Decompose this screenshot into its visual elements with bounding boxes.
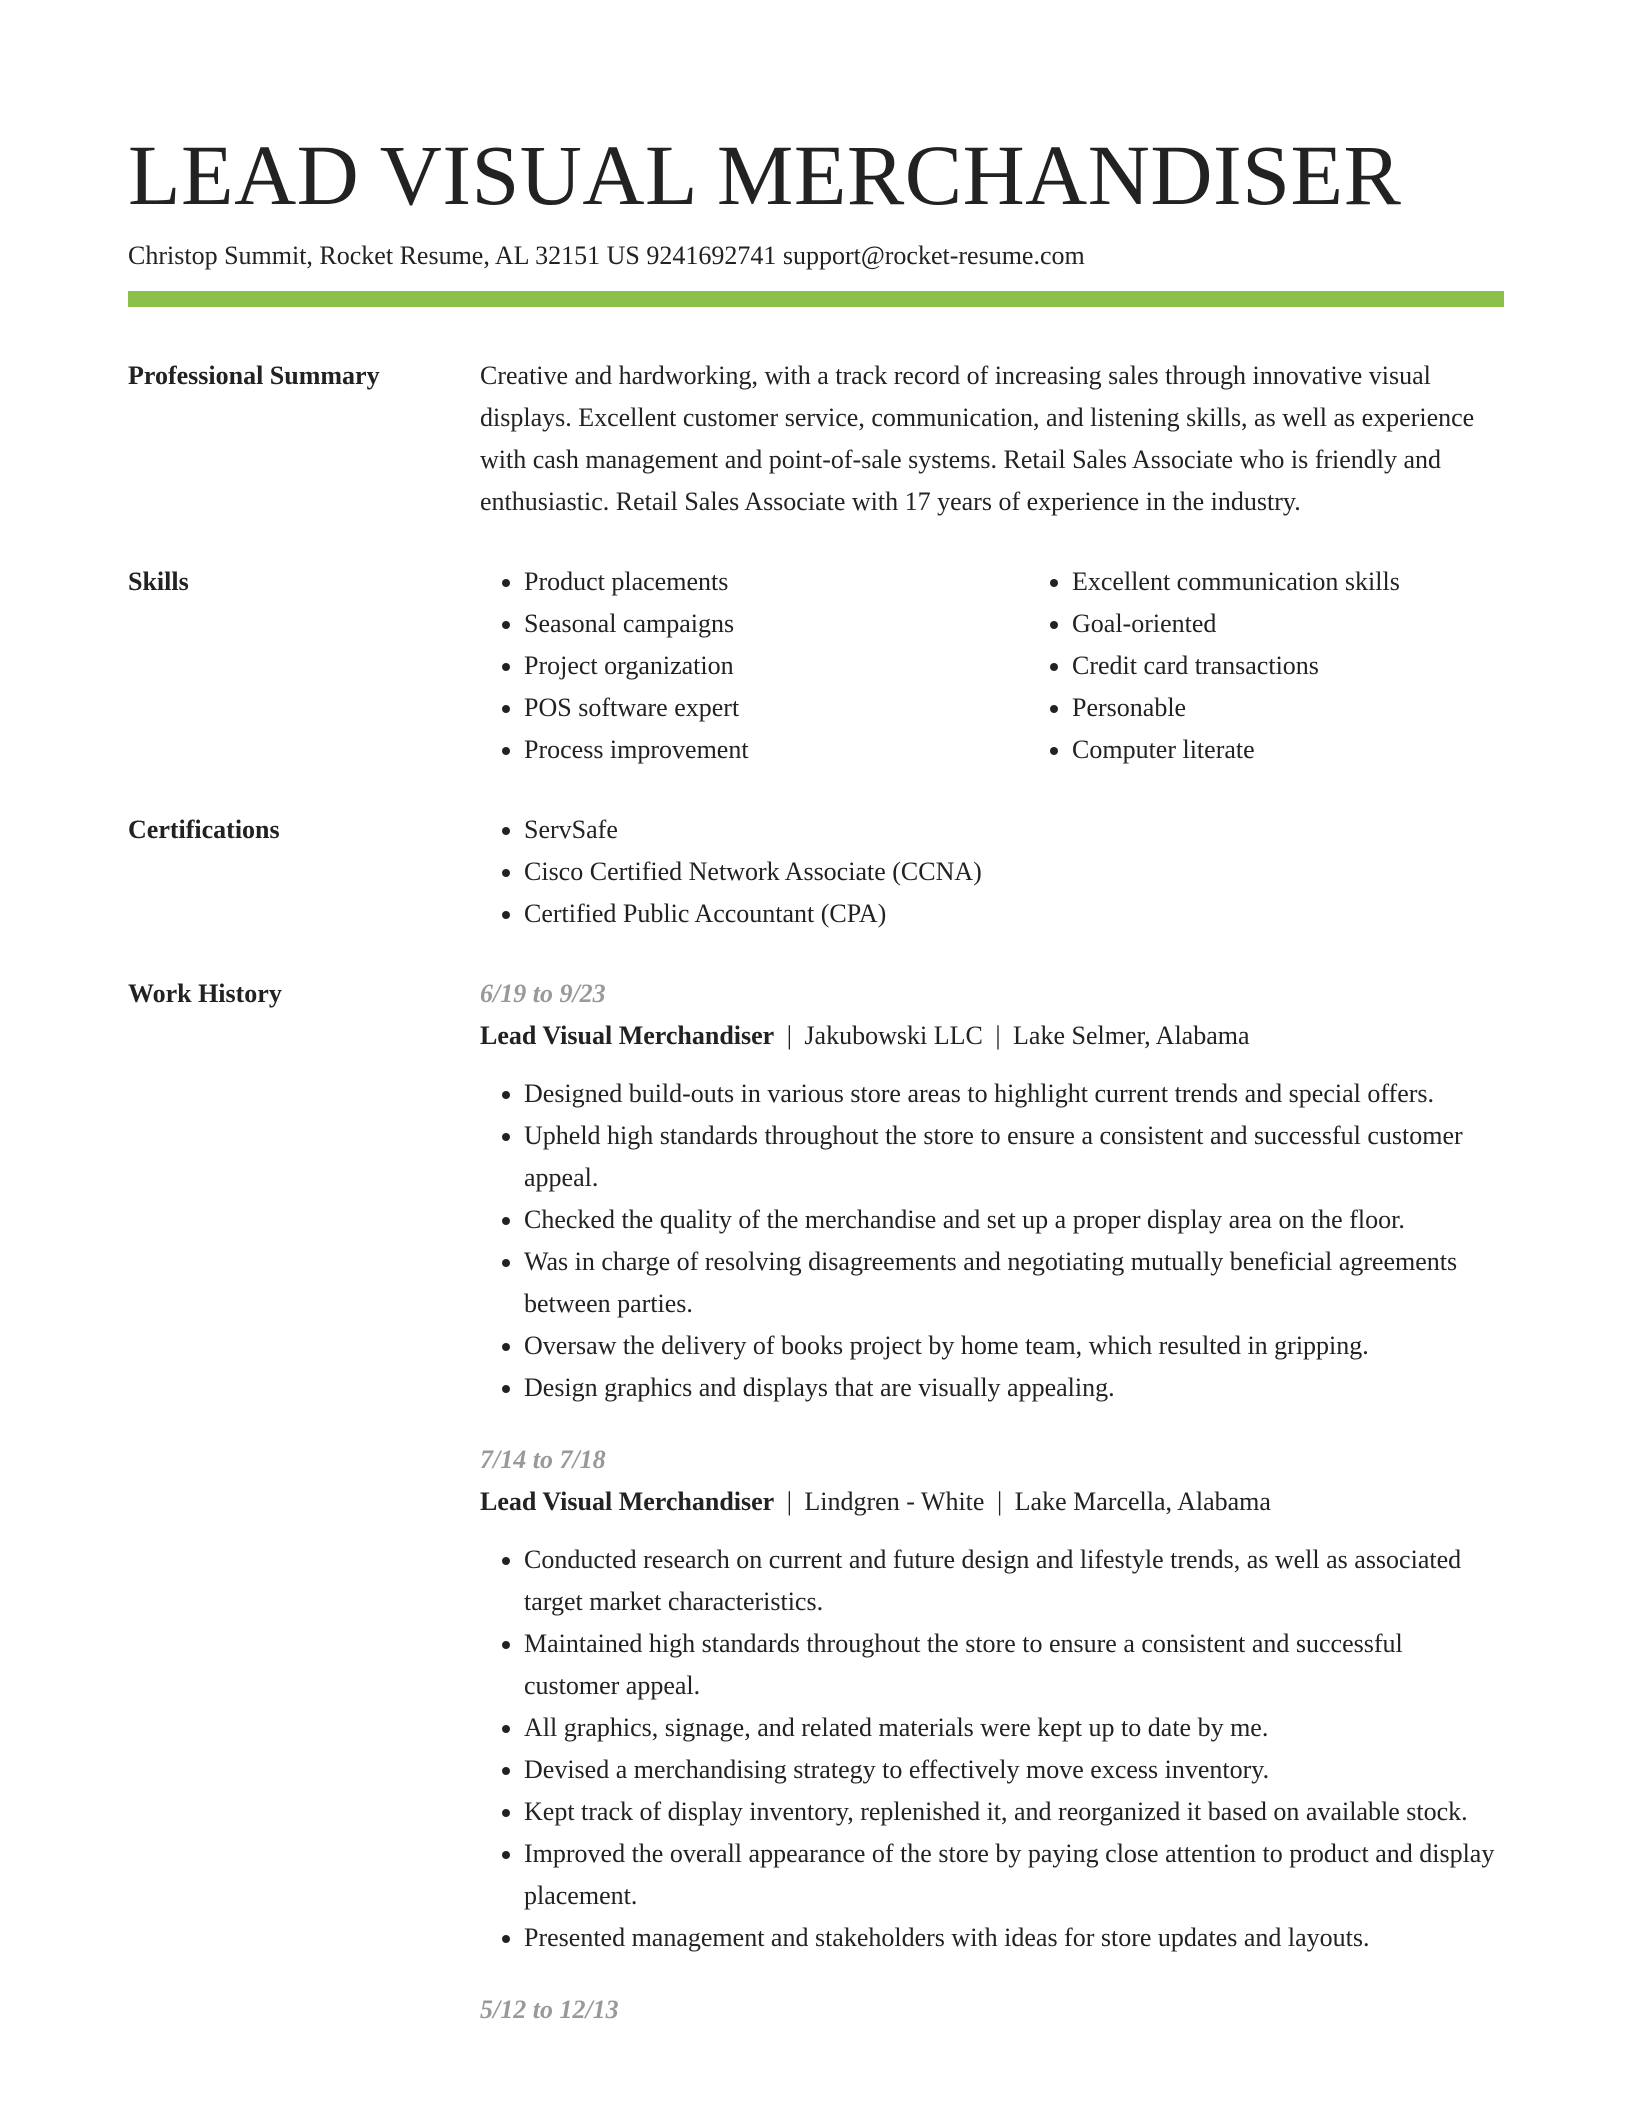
- skill-item: • Process improvement: [524, 729, 1028, 771]
- contact-address: Christop Summit, Rocket Resume, AL 32151 US: [128, 241, 640, 270]
- job-entry: [480, 1989, 1504, 2031]
- certifications-list: [480, 809, 1504, 935]
- job-separator: |: [786, 1021, 792, 1051]
- job-header: [480, 1015, 1504, 1057]
- job-header: [480, 1481, 1504, 1523]
- accent-rule: [128, 291, 1504, 307]
- certification-item: • Cisco Certified Network Associate (CCNA): [524, 851, 1504, 893]
- skill-item: • Personable: [1072, 687, 1400, 729]
- job-separator: |: [786, 1487, 792, 1517]
- summary-section: [128, 355, 1504, 523]
- skills-list-left: [480, 561, 1028, 771]
- skill-item: • Computer literate: [1072, 729, 1400, 771]
- job-entry: [480, 973, 1504, 1409]
- job-company: Lindgren - White: [804, 1487, 985, 1517]
- job-bullet: • All graphics, signage, and related materials were kept up to date by me.: [524, 1707, 1504, 1749]
- summary-heading: Professional Summary: [128, 361, 380, 391]
- job-bullet: • Maintained high standards throughout the store to ensure a consistent and successful customer appeal.: [524, 1623, 1504, 1707]
- job-bullet: • Designed build-outs in various store areas to highlight current trends and special offers.: [524, 1073, 1504, 1115]
- job-bullet: • Oversaw the delivery of books project by home team, which resulted in gripping.: [524, 1325, 1504, 1367]
- skills-heading: Skills: [128, 567, 189, 597]
- skill-item: • Credit card transactions: [1072, 645, 1400, 687]
- skill-item: • Seasonal campaigns: [524, 603, 1028, 645]
- skill-item: • POS software expert: [524, 687, 1028, 729]
- job-dates: 6/19 to 9/23: [480, 979, 606, 1009]
- certifications-heading: Certifications: [128, 815, 280, 845]
- job-separator: |: [996, 1487, 1003, 1517]
- skill-item: • Project organization: [524, 645, 1028, 687]
- job-bullet: • Improved the overall appearance of the store by paying close attention to product and display placement.: [524, 1833, 1504, 1917]
- contact-phone: 9241692741: [646, 241, 777, 270]
- job-bullet: • Kept track of display inventory, replenished it, and reorganized it based on available stock.: [524, 1791, 1504, 1833]
- job-bullet: • Presented management and stakeholders with ideas for store updates and layouts.: [524, 1917, 1504, 1959]
- job-title: Lead Visual Merchandiser: [480, 1021, 775, 1051]
- certification-item: • ServSafe: [524, 809, 1504, 851]
- resume-name: LEAD VISUAL MERCHANDISER: [128, 127, 1402, 223]
- contact-line: [128, 240, 1504, 271]
- job-dates: 5/12 to 12/13: [480, 1995, 619, 2025]
- job-company: Jakubowski LLC: [804, 1021, 983, 1051]
- job-entry: [480, 1439, 1504, 1959]
- work-history-heading: Work History: [128, 979, 282, 1009]
- certification-item: • Certified Public Accountant (CPA): [524, 893, 1504, 935]
- job-bullet: • Design graphics and displays that are visually appealing.: [524, 1367, 1504, 1409]
- job-location: Lake Marcella, Alabama: [1014, 1487, 1271, 1517]
- job-bullets: [480, 1539, 1504, 1959]
- skills-section: [128, 561, 1504, 771]
- job-bullet: • Was in charge of resolving disagreements and negotiating mutually beneficial agreements between parties.: [524, 1241, 1504, 1325]
- job-bullet: • Conducted research on current and future design and lifestyle trends, as well as associated target market characteristics.: [524, 1539, 1504, 1623]
- job-title: Lead Visual Merchandiser: [480, 1487, 775, 1517]
- summary-text: Creative and hardworking, with a track record of increasing sales through innovative visual displays. Excellent customer service, communication, and listening skills, as well as experience with cash management and point-of-sale systems. Retail Sales Associate who is friendly and enthusiastic. Retail Sales Associate with 17 years of experience in the industry.: [480, 361, 1475, 517]
- work-history-section: [128, 973, 1504, 2031]
- skill-item: • Product placements: [524, 561, 1028, 603]
- job-bullet: • Checked the quality of the merchandise and set up a proper display area on the floor.: [524, 1199, 1504, 1241]
- certifications-section: [128, 809, 1504, 935]
- job-location: Lake Selmer, Alabama: [1013, 1021, 1250, 1051]
- job-bullet: • Devised a merchandising strategy to effectively move excess inventory.: [524, 1749, 1504, 1791]
- skill-item: • Excellent communication skills: [1072, 561, 1400, 603]
- skill-item: • Goal-oriented: [1072, 603, 1400, 645]
- job-separator: |: [995, 1021, 1001, 1051]
- job-bullets: [480, 1073, 1504, 1409]
- resume-page: [128, 118, 1504, 2031]
- job-dates: 7/14 to 7/18: [480, 1445, 606, 1475]
- job-bullet: • Upheld high standards throughout the store to ensure a consistent and successful customer appeal.: [524, 1115, 1504, 1199]
- contact-email: support@rocket-resume.com: [782, 241, 1085, 270]
- skills-list-right: [1028, 561, 1400, 771]
